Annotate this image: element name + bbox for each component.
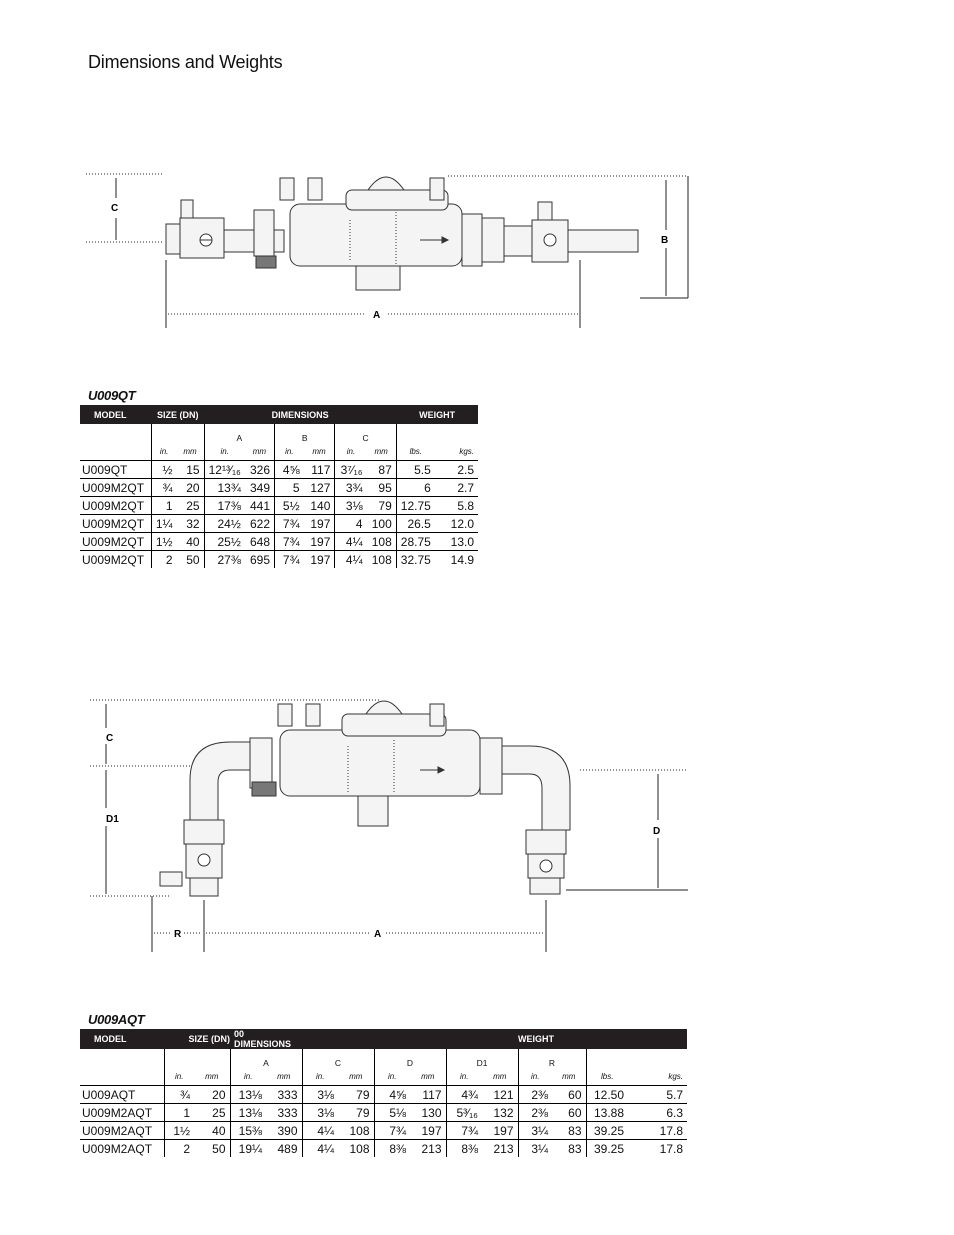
table2-letter-d: D: [374, 1049, 446, 1068]
cell: 39.25: [586, 1122, 628, 1140]
table-row: [80, 461, 478, 479]
cell: 333: [266, 1104, 302, 1122]
table2-letter-c: C: [302, 1049, 374, 1068]
table2-header-dimensions: 00 DIMENSIONS: [230, 1029, 302, 1049]
cell: 19¼: [230, 1140, 266, 1158]
cell: U009M2QT: [80, 515, 151, 533]
cell: 15: [177, 461, 205, 479]
table2-letter-r: R: [518, 1049, 586, 1068]
cell: 5⅛: [374, 1104, 410, 1122]
cell: 12.50: [586, 1086, 628, 1104]
table-row: [80, 1122, 687, 1140]
cell: 2: [164, 1140, 194, 1158]
cell: 390: [266, 1122, 302, 1140]
table-row: [80, 515, 478, 533]
u009aqt-diagram: [80, 690, 700, 955]
cell: 95: [367, 479, 397, 497]
cell: 441: [245, 497, 275, 515]
cell: 13¾: [204, 479, 245, 497]
cell: 100: [367, 515, 397, 533]
cell: 127: [304, 479, 335, 497]
cell: 25: [194, 1104, 230, 1122]
cell: 349: [245, 479, 275, 497]
cell: 6.3: [628, 1104, 687, 1122]
cell: 108: [367, 533, 397, 551]
table2-title: U009AQT: [88, 1012, 145, 1027]
cell: 83: [568, 1141, 582, 1156]
unit: in.: [204, 443, 245, 461]
unit: in.: [446, 1068, 482, 1086]
cell: U009M2AQT: [82, 1141, 153, 1156]
unit: in.: [230, 1068, 266, 1086]
table2-header-weight: WEIGHT: [518, 1029, 687, 1049]
cell: 4¼: [302, 1122, 338, 1140]
cell: 17.8: [659, 1141, 683, 1156]
cell: U009M2QT: [80, 479, 151, 497]
table1-units-row: [80, 443, 478, 461]
cell: 4¾: [446, 1086, 482, 1104]
cell: 8⅜: [446, 1140, 482, 1158]
cell: 695: [250, 552, 271, 567]
unit: mm: [338, 1068, 374, 1086]
table-row: [80, 1104, 687, 1122]
cell: 14.9: [450, 552, 474, 567]
cell: 8⅜: [374, 1140, 410, 1158]
cell: 25: [177, 497, 205, 515]
cell: 12.75: [396, 497, 435, 515]
unit: mm: [482, 1068, 518, 1086]
unit: in.: [518, 1068, 552, 1086]
cell: 108: [338, 1122, 374, 1140]
cell: 4¼: [335, 551, 367, 569]
cell: 197: [482, 1122, 518, 1140]
unit: in.: [275, 443, 304, 461]
table1-header-size: SIZE (DN): [151, 405, 204, 424]
u009qt-table: [80, 405, 478, 568]
cell: 108: [349, 1141, 370, 1156]
cell: 79: [367, 497, 397, 515]
table1-title: U009QT: [88, 388, 136, 403]
cell: 2: [151, 551, 176, 569]
table1-header-dimensions: DIMENSIONS: [204, 405, 396, 424]
cell: 3⅛: [302, 1104, 338, 1122]
cell: 12¹³⁄₁₆: [204, 461, 245, 479]
table2-units-row: [80, 1068, 687, 1086]
cell: 5½: [275, 497, 304, 515]
cell: U009QT: [80, 461, 151, 479]
u009qt-diagram: [80, 160, 700, 330]
unit: mm: [194, 1068, 230, 1086]
cell: 50: [186, 552, 200, 567]
dim-label-d1: D1: [106, 814, 119, 825]
cell: ¾: [164, 1086, 194, 1104]
cell: 197: [410, 1122, 446, 1140]
cell: 4⅝: [374, 1086, 410, 1104]
cell: 213: [493, 1141, 514, 1156]
unit: lbs.: [396, 443, 435, 461]
cell: 648: [245, 533, 275, 551]
cell: 50: [212, 1141, 226, 1156]
cell: 197: [304, 515, 335, 533]
table1-header-model: MODEL: [80, 405, 151, 424]
cell: 117: [410, 1086, 446, 1104]
cell: 7¾: [275, 515, 304, 533]
cell: 2.7: [435, 479, 478, 497]
cell: 489: [277, 1141, 298, 1156]
table-row: [80, 551, 478, 569]
unit: in.: [164, 1068, 194, 1086]
cell: 20: [194, 1086, 230, 1104]
cell: 28.75: [396, 533, 435, 551]
cell: 5.8: [435, 497, 478, 515]
cell: U009M2AQT: [80, 1122, 164, 1140]
cell: 130: [410, 1104, 446, 1122]
cell: 1: [151, 497, 176, 515]
unit: mm: [245, 443, 275, 461]
dim-label-a: A: [373, 310, 381, 321]
cell: 26.5: [396, 515, 435, 533]
table1-letter-a: A: [204, 424, 274, 443]
cell: 60: [552, 1086, 586, 1104]
cell: 121: [482, 1086, 518, 1104]
unit: in.: [151, 443, 176, 461]
cell: U009M2QT: [82, 552, 145, 567]
table1-header-row: [80, 405, 478, 424]
cell: 140: [304, 497, 335, 515]
cell: 1½: [151, 533, 176, 551]
cell: 5: [275, 479, 304, 497]
cell: 7¾: [374, 1122, 410, 1140]
table2-letter-d1: D1: [446, 1049, 518, 1068]
cell: 3¾: [335, 479, 367, 497]
cell: U009M2QT: [80, 533, 151, 551]
table2-letter-a: A: [230, 1049, 302, 1068]
cell: 1½: [164, 1122, 194, 1140]
cell: 7¾: [446, 1122, 482, 1140]
unit: mm: [552, 1068, 586, 1086]
cell: 20: [177, 479, 205, 497]
cell: 5.7: [628, 1086, 687, 1104]
cell: 2.5: [435, 461, 478, 479]
cell: 15⅜: [230, 1122, 266, 1140]
table-row: [80, 479, 478, 497]
unit: in.: [374, 1068, 410, 1086]
cell: 4¼: [302, 1140, 338, 1158]
cell: U009M2QT: [80, 497, 151, 515]
table-row: [80, 1140, 687, 1158]
unit: mm: [410, 1068, 446, 1086]
cell: 3⁷⁄₁₆: [335, 461, 367, 479]
u009aqt-table: [80, 1029, 687, 1157]
cell: 326: [245, 461, 275, 479]
cell: 3¼: [518, 1122, 552, 1140]
cell: 4⅝: [275, 461, 304, 479]
cell: ½: [151, 461, 176, 479]
cell: 79: [338, 1086, 374, 1104]
table-row: [80, 1086, 687, 1104]
cell: 117: [304, 461, 335, 479]
table-row: [80, 497, 478, 515]
cell: 4: [335, 515, 367, 533]
unit: lbs.: [586, 1068, 628, 1086]
cell: 17.8: [628, 1122, 687, 1140]
cell: 13⅛: [230, 1104, 266, 1122]
table1-letters-row: [80, 424, 478, 443]
unit: mm: [266, 1068, 302, 1086]
table2-header-size: SIZE (DN): [164, 1029, 230, 1049]
cell: U009M2AQT: [80, 1104, 164, 1122]
cell: 4¼: [335, 533, 367, 551]
cell: 27⅜: [204, 551, 245, 569]
cell: 197: [304, 533, 335, 551]
table1-header-weight: WEIGHT: [396, 405, 478, 424]
dim-label-c: C: [111, 203, 119, 214]
dim-label-c: C: [106, 733, 114, 744]
cell: 1: [164, 1104, 194, 1122]
cell: 6: [396, 479, 435, 497]
cell: 40: [177, 533, 205, 551]
unit: kgs.: [435, 443, 478, 461]
cell: 25½: [204, 533, 245, 551]
cell: 87: [367, 461, 397, 479]
unit: in.: [302, 1068, 338, 1086]
unit: in.: [335, 443, 367, 461]
cell: 83: [552, 1122, 586, 1140]
unit: kgs.: [628, 1068, 687, 1086]
unit: mm: [304, 443, 335, 461]
cell: 12.0: [435, 515, 478, 533]
cell: 60: [552, 1104, 586, 1122]
cell: 24½: [204, 515, 245, 533]
cell: 2⅜: [518, 1104, 552, 1122]
cell: 5.5: [396, 461, 435, 479]
table1-letter-b: B: [275, 424, 335, 443]
cell: 213: [421, 1141, 442, 1156]
table1-letter-c: C: [335, 424, 396, 443]
cell: 3¼: [518, 1140, 552, 1158]
dim-label-d: D: [653, 826, 661, 837]
cell: 333: [266, 1086, 302, 1104]
cell: 32.75: [396, 551, 435, 569]
cell: U009AQT: [80, 1086, 164, 1104]
table-row: [80, 533, 478, 551]
cell: 7¾: [275, 551, 304, 569]
cell: 622: [245, 515, 275, 533]
cell: 7¾: [275, 533, 304, 551]
dim-label-r: R: [174, 929, 182, 940]
cell: 5³⁄₁₆: [446, 1104, 482, 1122]
page-title: Dimensions and Weights: [88, 52, 283, 72]
cell: 40: [194, 1122, 230, 1140]
unit: mm: [177, 443, 205, 461]
cell: 79: [338, 1104, 374, 1122]
dim-label-a: A: [374, 929, 382, 940]
table2-letters-row: [80, 1049, 687, 1068]
cell: 1¼: [151, 515, 176, 533]
cell: 2⅜: [518, 1086, 552, 1104]
cell: 13.0: [435, 533, 478, 551]
cell: 3⅛: [335, 497, 367, 515]
dim-label-b: B: [661, 235, 669, 246]
cell: 108: [371, 552, 392, 567]
cell: 3⅛: [302, 1086, 338, 1104]
cell: ¾: [151, 479, 176, 497]
cell: 13.88: [586, 1104, 628, 1122]
table2-header-row: [80, 1029, 687, 1049]
cell: 132: [482, 1104, 518, 1122]
unit: mm: [367, 443, 397, 461]
cell: 197: [310, 552, 331, 567]
cell: 13⅛: [230, 1086, 266, 1104]
table2-header-model: MODEL: [80, 1029, 164, 1049]
cell: 32: [177, 515, 205, 533]
cell: 17⅜: [204, 497, 245, 515]
cell: 39.25: [586, 1140, 628, 1158]
